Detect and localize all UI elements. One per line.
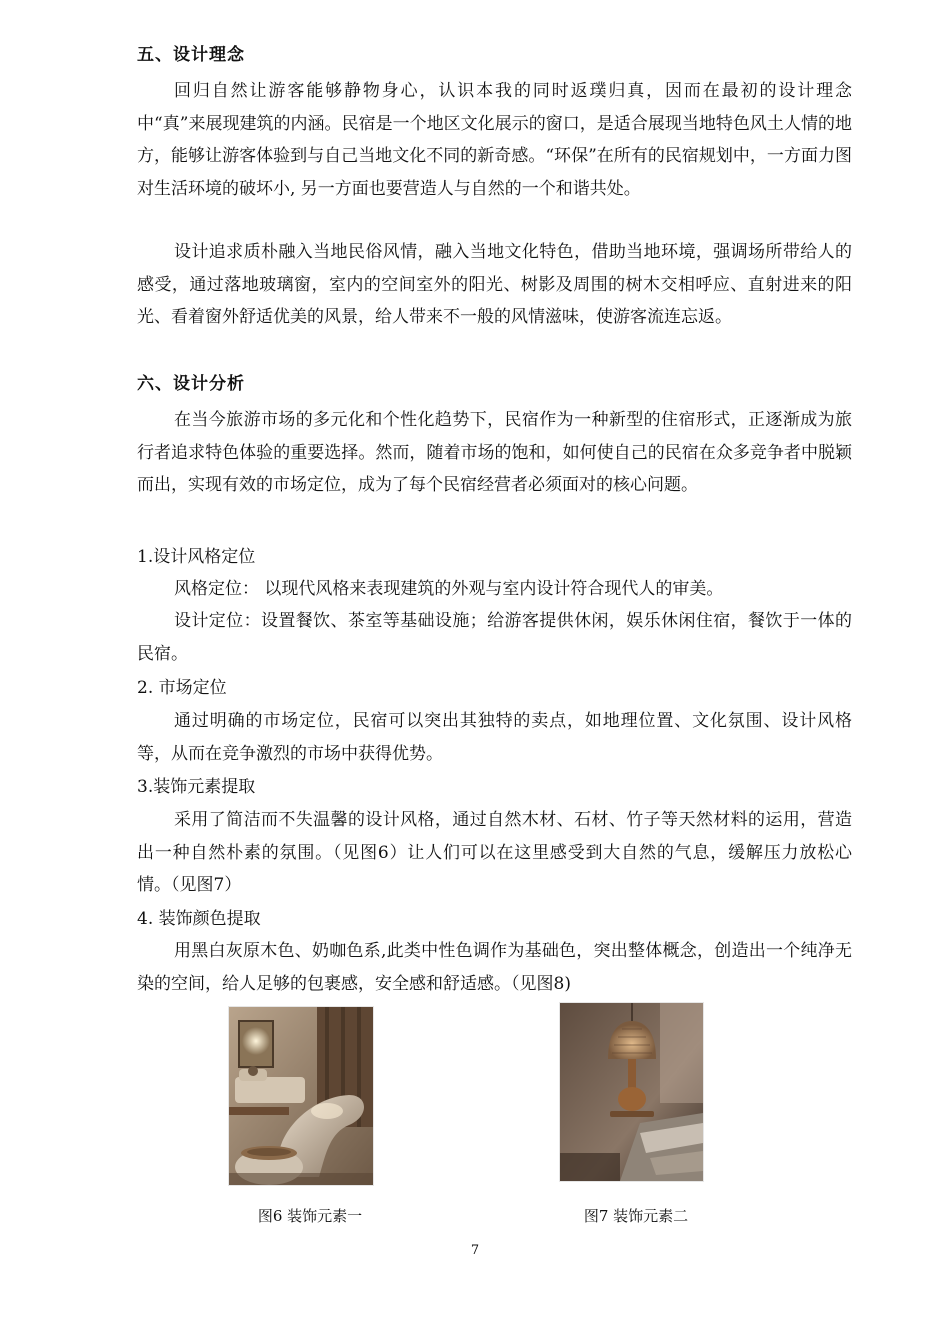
- subsection-2-title: 2. 市场定位: [137, 678, 227, 698]
- subsection-3-title: 3.装饰元素提取: [137, 777, 256, 797]
- section-5-paragraph-1: 回归自然让游客能够静物身心，认识本我的同时返璞归真，因而在最初的设计理念中“真”来展现建筑的内涵。民宿是一个地区文化展示的窗口，是适合展现当地特色风土人情的地方，能够让游客体验到与自己当地文化不同的新奇感。“环保”在所有的民宿规划中，一方面力图对生活环境的破坏小, 另一方面也要营造人与自然的一个和谐共处。: [137, 81, 852, 199]
- subsection-1-title: 1.设计风格定位: [137, 547, 256, 567]
- figure-6-image: [228, 1006, 374, 1186]
- subsection-1-paragraph-2: 设计定位：设置餐饮、茶室等基础设施；给游客提供休闲，娱乐休闲住宿，餐饮于一体的民宿。: [137, 611, 852, 664]
- page-number: 7: [470, 1243, 480, 1258]
- subsection-3-paragraph-1: 采用了简洁而不失温馨的设计风格，通过自然木材、石材、竹子等天然材料的运用，营造出一种自然朴素的氛围。（见图6）让人们可以在这里感受到大自然的气息，缓解压力放松心情。（见图7）: [137, 810, 852, 895]
- figure-7-image: [559, 1002, 704, 1182]
- section-5-heading: 五、设计理念: [137, 45, 245, 65]
- section-6-heading: 六、设计分析: [137, 374, 245, 394]
- figure-6-caption: 图6 装饰元素一: [257, 1207, 363, 1225]
- subsection-4-paragraph-1: 用黑白灰原木色、奶咖色系,此类中性色调作为基础色，突出整体概念，创造出一个纯净无染的空间，给人足够的包裹感，安全感和舒适感。（见图8): [137, 941, 852, 994]
- section-6-paragraph-1: 在当今旅游市场的多元化和个性化趋势下，民宿作为一种新型的住宿形式，正逐渐成为旅行者追求特色体验的重要选择。然而，随着市场的饱和，如何使自己的民宿在众多竞争者中脱颖而出，实现有效的市场定位，成为了每个民宿经营者必须面对的核心问题。: [137, 410, 852, 495]
- figure-7-illustration: [560, 1003, 703, 1181]
- subsection-2-paragraph-1: 通过明确的市场定位，民宿可以突出其独特的卖点，如地理位置、文化氛围、设计风格等，从而在竞争激烈的市场中获得优势。: [137, 711, 852, 764]
- subsection-4-title: 4. 装饰颜色提取: [137, 909, 261, 929]
- section-5-paragraph-2: 设计追求质朴融入当地民俗风情，融入当地文化特色，借助当地环境，强调场所带给人的感受，通过落地玻璃窗，室内的空间室外的阳光、树影及周围的树木交相呼应、直射进来的阳光、看着窗外舒适优美的风景，给人带来不一般的风情滋味，使游客流连忘返。: [137, 242, 852, 327]
- figure-7-caption: 图7 装饰元素二: [583, 1207, 689, 1225]
- figure-6-illustration: [229, 1007, 373, 1185]
- subsection-1-paragraph-1: 风格定位： 以现代风格来表现建筑的外观与室内设计符合现代人的审美。: [174, 579, 724, 599]
